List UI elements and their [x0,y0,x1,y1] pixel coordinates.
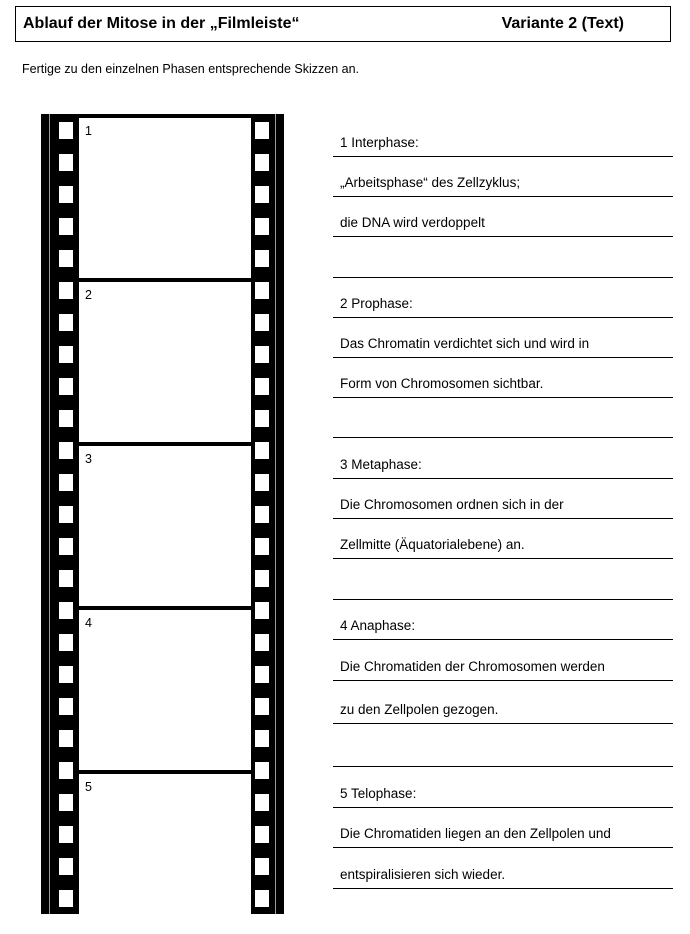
sprocket-hole [255,666,269,683]
sketch-frame-1[interactable] [79,118,251,278]
sprocket-hole [59,410,73,427]
sprocket-hole [59,570,73,587]
sprocket-hole [59,282,73,299]
answer-text: entspiralisieren sich wieder. [340,867,506,882]
sprocket-hole [255,698,269,715]
sprocket-hole [255,250,269,267]
instruction-text: Fertige zu den einzelnen Phasen entsprechende Skizzen an. [22,62,360,76]
sprocket-hole [255,186,269,203]
sprocket-hole [255,730,269,747]
phase-heading: 1 Interphase: [340,135,419,150]
sprocket-hole [255,346,269,363]
answer-line [333,318,673,358]
sprocket-hole [59,794,73,811]
sprocket-hole [59,154,73,171]
answer-text: Zellmitte (Äquatorialebene) an. [340,537,525,552]
answer-line [333,641,673,681]
frame-number: 4 [85,616,92,630]
sprocket-hole [255,634,269,651]
sprocket-hole [255,378,269,395]
phase-heading-line [333,439,673,479]
sprocket-hole [255,474,269,491]
phase-heading: 4 Anaphase: [340,618,416,633]
sprocket-hole [255,154,269,171]
sprocket-hole [59,698,73,715]
answer-line [333,197,673,237]
sprocket-hole [59,858,73,875]
sprocket-hole [59,890,73,907]
answer-text: Form von Chromosomen sichtbar. [340,376,544,391]
frame-number: 2 [85,288,92,302]
sprocket-hole [59,762,73,779]
sprocket-hole [255,442,269,459]
answer-text: Die Chromatiden der Chromosomen werden [340,659,605,674]
answer-line [333,519,673,559]
film-edge-line [49,114,50,914]
answer-text: Die Chromosomen ordnen sich in der [340,497,564,512]
sprocket-holes-right [255,114,269,914]
sprocket-hole [59,378,73,395]
worksheet-header [15,6,671,42]
sprocket-hole [59,474,73,491]
answer-line [333,157,673,197]
worksheet-variant: Variante 2 (Text) [501,15,624,32]
sprocket-hole [255,282,269,299]
sprocket-hole [59,122,73,139]
frame-number: 5 [85,780,92,794]
phase-heading-line [333,600,673,640]
frame-number: 3 [85,452,92,466]
phase-heading: 5 Telophase: [340,786,417,801]
sprocket-hole [59,538,73,555]
sprocket-hole [255,410,269,427]
answer-line [333,849,673,889]
answer-line-empty [333,238,673,278]
sketch-frame-4[interactable] [79,610,251,770]
phase-heading-line [333,117,673,157]
sprocket-hole [59,314,73,331]
answer-line [333,358,673,398]
sprocket-hole [59,602,73,619]
sprocket-hole [59,218,73,235]
sprocket-hole [59,730,73,747]
answer-line-empty [333,727,673,767]
sprocket-hole [255,762,269,779]
sprocket-hole [255,218,269,235]
answer-text: Die Chromatiden liegen an den Zellpolen und [340,826,611,841]
phase-heading: 2 Prophase: [340,296,413,311]
phase-heading-line [333,768,673,808]
sprocket-hole [255,794,269,811]
sprocket-hole [255,314,269,331]
sprocket-hole [59,634,73,651]
phase-heading: 3 Metaphase: [340,457,422,472]
sprocket-hole [255,890,269,907]
answer-text: die DNA wird verdoppelt [340,215,485,230]
film-edge-line [275,114,276,914]
answer-line [333,684,673,724]
sprocket-hole [59,826,73,843]
sprocket-hole [59,250,73,267]
sprocket-hole [59,506,73,523]
sprocket-hole [59,442,73,459]
sprocket-hole [59,186,73,203]
answer-text: zu den Zellpolen gezogen. [340,702,499,717]
sprocket-hole [255,122,269,139]
answer-line [333,479,673,519]
sprocket-hole [255,570,269,587]
answer-text: „Arbeitsphase“ des Zellzyklus; [340,175,521,190]
answer-text: Das Chromatin verdichtet sich und wird in [340,336,590,351]
sprocket-holes-left [59,114,73,914]
sketch-frame-5[interactable] [79,774,251,934]
frame-number: 1 [85,124,92,138]
answer-line-empty [333,560,673,600]
sketch-frame-2[interactable] [79,282,251,442]
answer-line [333,808,673,848]
worksheet-title: Ablauf der Mitose in der „Filmleiste“ [23,15,300,32]
sprocket-hole [59,346,73,363]
phase-heading-line [333,278,673,318]
answer-line-empty [333,398,673,438]
sprocket-hole [255,826,269,843]
sketch-frame-3[interactable] [79,446,251,606]
film-strip [41,114,284,914]
sprocket-hole [255,602,269,619]
sprocket-hole [59,666,73,683]
sprocket-hole [255,506,269,523]
sprocket-hole [255,858,269,875]
sprocket-hole [255,538,269,555]
